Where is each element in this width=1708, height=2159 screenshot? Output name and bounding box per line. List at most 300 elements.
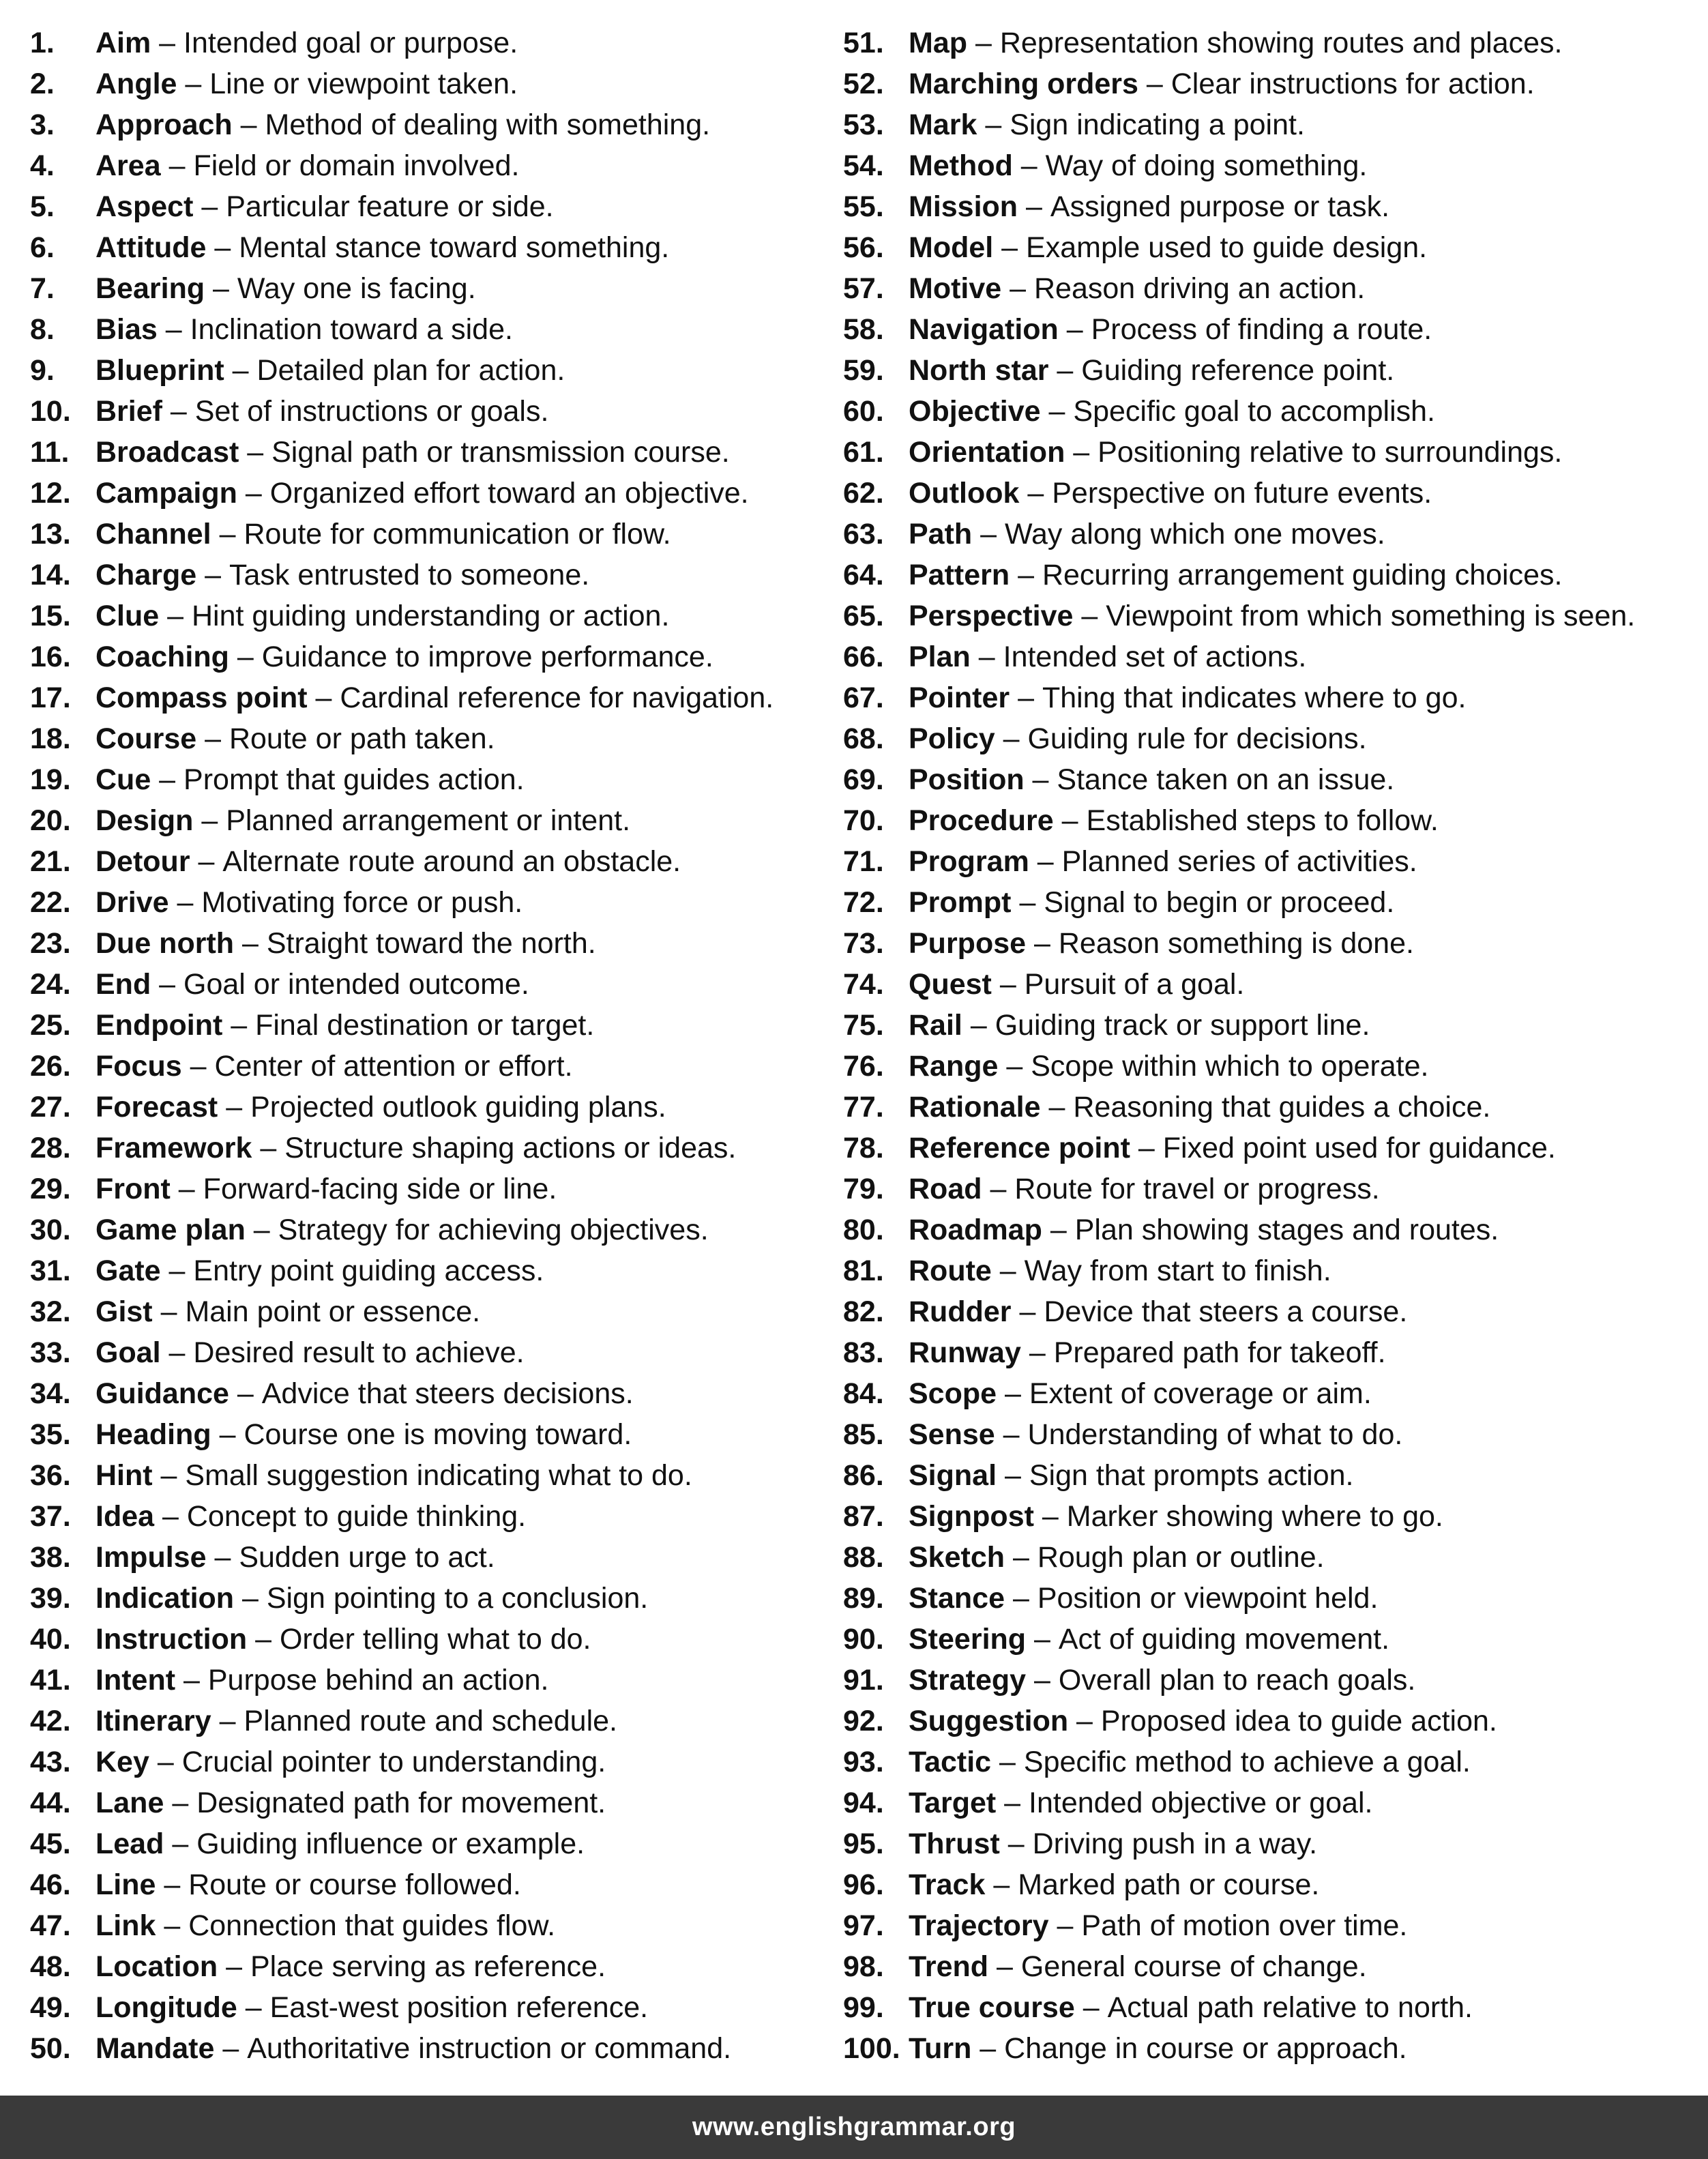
item-separator: – <box>193 804 226 837</box>
item-definition: Entry point guiding access. <box>193 1254 544 1287</box>
item-number: 94. <box>843 1787 884 1819</box>
list-item <box>843 229 1703 270</box>
item-separator: – <box>218 1091 251 1123</box>
item-term: Signpost <box>909 1500 1034 1533</box>
item-separator: – <box>206 1541 239 1574</box>
item-definition: Field or domain involved. <box>193 149 520 182</box>
item-term: Mandate <box>95 2032 215 2065</box>
item-term: Model <box>909 231 994 264</box>
item-definition: Specific method to achieve a goal. <box>1023 1746 1471 1778</box>
item-term: Compass point <box>95 681 308 714</box>
item-definition: Rough plan or outline. <box>1037 1541 1325 1574</box>
item-definition: Designated path for movement. <box>196 1787 606 1819</box>
item-definition: Intended set of actions. <box>1003 641 1307 673</box>
item-separator: – <box>1026 927 1059 960</box>
list-item <box>843 638 1703 679</box>
item-number: 47. <box>30 1909 71 1942</box>
item-separator: – <box>196 559 229 591</box>
item-separator: – <box>971 2032 1005 2065</box>
item-separator: – <box>1058 313 1091 346</box>
item-term: Stance <box>909 1582 1005 1615</box>
item-separator: – <box>985 1868 1018 1901</box>
item-number: 35. <box>30 1418 71 1451</box>
item-number: 8. <box>30 313 55 346</box>
item-separator: – <box>1053 804 1087 837</box>
list-item <box>30 598 835 638</box>
list-item <box>30 1457 835 1498</box>
list-item <box>843 1662 1703 1703</box>
item-term: Location <box>95 1950 218 1983</box>
item-definition: Path of motion over time. <box>1081 1909 1408 1942</box>
item-number: 30. <box>30 1214 71 1246</box>
item-separator: – <box>181 1050 215 1083</box>
item-number: 40. <box>30 1623 71 1656</box>
item-number: 34. <box>30 1377 71 1410</box>
item-separator: – <box>995 722 1028 755</box>
list-item <box>843 1621 1703 1662</box>
item-separator: – <box>193 190 226 223</box>
item-number: 48. <box>30 1950 71 1983</box>
item-definition: Purpose behind an action. <box>207 1664 549 1697</box>
list-item <box>843 1703 1703 1744</box>
item-definition: Overall plan to reach goals. <box>1058 1664 1416 1697</box>
item-term: Lead <box>95 1827 164 1860</box>
list-item <box>30 1621 835 1662</box>
list-item <box>843 1416 1703 1457</box>
item-definition: Mental stance toward something. <box>239 231 670 264</box>
list-item <box>30 761 835 802</box>
list-item <box>843 1457 1703 1498</box>
item-term: Coaching <box>95 641 229 673</box>
item-separator: – <box>222 1009 256 1042</box>
item-term: Clue <box>95 600 160 632</box>
item-number: 22. <box>30 886 71 919</box>
item-separator: – <box>991 1746 1024 1778</box>
item-separator: – <box>177 68 210 100</box>
list-item <box>30 1539 835 1580</box>
item-definition: General course of change. <box>1020 1950 1367 1983</box>
item-number: 72. <box>843 886 884 919</box>
item-separator: – <box>1010 681 1042 714</box>
item-term: Road <box>909 1173 982 1205</box>
item-term: Line <box>95 1868 156 1901</box>
item-definition: Set of instructions or goals. <box>194 395 549 428</box>
item-separator: – <box>1040 395 1074 428</box>
item-separator: – <box>991 968 1025 1001</box>
list-item <box>843 1785 1703 1825</box>
item-separator: – <box>1048 1909 1082 1942</box>
item-separator: – <box>229 1377 262 1410</box>
item-separator: – <box>157 313 190 346</box>
item-number: 50. <box>30 2032 71 2065</box>
item-separator: – <box>1005 1582 1037 1615</box>
list-item <box>843 1334 1703 1375</box>
list-item <box>30 1048 835 1089</box>
item-definition: Representation showing routes and places. <box>999 27 1563 59</box>
item-definition: Guidance to improve performance. <box>261 641 713 673</box>
item-term: Range <box>909 1050 999 1083</box>
item-separator: – <box>967 27 1000 59</box>
item-separator: – <box>164 1787 197 1819</box>
list-item <box>843 1539 1703 1580</box>
list-item <box>30 1662 835 1703</box>
item-definition: Motivating force or push. <box>201 886 523 919</box>
item-definition: Reasoning that guides a choice. <box>1073 1091 1491 1123</box>
item-term: Front <box>95 1173 171 1205</box>
list-item <box>30 1416 835 1457</box>
item-term: Goal <box>95 1336 161 1369</box>
list-item <box>30 884 835 925</box>
footer-url[interactable]: www.englishgrammar.org <box>692 2113 1016 2141</box>
item-definition: Guiding rule for decisions. <box>1027 722 1367 755</box>
item-number: 68. <box>843 722 884 755</box>
list-item <box>843 106 1703 147</box>
item-number: 61. <box>843 436 884 469</box>
list-item <box>843 1048 1703 1089</box>
item-separator: – <box>1068 1705 1101 1737</box>
item-number: 74. <box>843 968 884 1001</box>
item-definition: Reason something is done. <box>1058 927 1414 960</box>
item-definition: Final destination or target. <box>255 1009 595 1042</box>
item-definition: Straight toward the north. <box>266 927 596 960</box>
item-number: 55. <box>843 190 884 223</box>
item-number: 44. <box>30 1787 71 1819</box>
item-number: 100. <box>843 2032 900 2065</box>
list-item <box>30 638 835 679</box>
item-term: Method <box>909 149 1013 182</box>
item-definition: Goal or intended outcome. <box>183 968 529 1001</box>
item-term: Guidance <box>95 1377 229 1410</box>
list-item <box>843 1907 1703 1948</box>
item-term: Signal <box>909 1459 997 1492</box>
item-separator: – <box>214 2032 248 2065</box>
item-separator: – <box>211 518 244 550</box>
list-item <box>843 598 1703 638</box>
item-definition: Authoritative instruction or command. <box>247 2032 732 2065</box>
item-definition: Structure shaping actions or ideas. <box>284 1132 737 1164</box>
item-number: 92. <box>843 1705 884 1737</box>
item-number: 65. <box>843 600 884 632</box>
item-term: Trajectory <box>909 1909 1049 1942</box>
item-term: Path <box>909 518 973 550</box>
list-item <box>843 1989 1703 2030</box>
item-definition: Extent of coverage or aim. <box>1029 1377 1372 1410</box>
list-item <box>30 311 835 352</box>
item-term: Angle <box>95 68 177 100</box>
item-definition: Course one is moving toward. <box>244 1418 632 1451</box>
item-term: Steering <box>909 1623 1027 1656</box>
item-number: 20. <box>30 804 71 837</box>
item-definition: Projected outlook guiding plans. <box>250 1091 666 1123</box>
item-definition: Sudden urge to act. <box>239 1541 495 1574</box>
item-number: 83. <box>843 1336 884 1369</box>
list-item <box>843 434 1703 475</box>
item-number: 67. <box>843 681 884 714</box>
list-item <box>30 2030 835 2071</box>
item-number: 87. <box>843 1500 884 1533</box>
item-definition: Organized effort toward an objective. <box>269 477 749 510</box>
item-definition: Sign indicating a point. <box>1010 108 1305 141</box>
list-item <box>843 1293 1703 1334</box>
item-number: 59. <box>843 354 884 387</box>
list-item <box>843 1130 1703 1171</box>
item-number: 69. <box>843 763 884 796</box>
item-separator: – <box>1012 149 1046 182</box>
item-separator: – <box>160 149 194 182</box>
item-term: Idea <box>95 1500 155 1533</box>
item-term: Detour <box>95 845 190 878</box>
item-separator: – <box>237 477 270 510</box>
item-definition: Thing that indicates where to go. <box>1042 681 1467 714</box>
list-item <box>30 65 835 106</box>
item-term: Navigation <box>909 313 1059 346</box>
item-number: 7. <box>30 272 55 305</box>
item-term: Thrust <box>909 1827 1000 1860</box>
list-item <box>30 1785 835 1825</box>
item-term: North star <box>909 354 1049 387</box>
list-item <box>843 1171 1703 1211</box>
item-term: End <box>95 968 151 1001</box>
item-term: Plan <box>909 641 971 673</box>
item-number: 10. <box>30 395 71 428</box>
list-item <box>843 188 1703 229</box>
item-term: Outlook <box>909 477 1020 510</box>
item-separator: – <box>224 354 257 387</box>
item-number: 28. <box>30 1132 71 1164</box>
item-term: Broadcast <box>95 436 239 469</box>
item-separator: – <box>995 1418 1028 1451</box>
item-number: 6. <box>30 231 55 264</box>
list-item <box>30 106 835 147</box>
item-number: 12. <box>30 477 71 510</box>
item-definition: Route for communication or flow. <box>244 518 671 550</box>
list-item <box>30 147 835 188</box>
item-number: 97. <box>843 1909 884 1942</box>
item-separator: – <box>1065 436 1098 469</box>
item-term: Suggestion <box>909 1705 1069 1737</box>
item-term: Gate <box>95 1254 161 1287</box>
item-definition: Sign pointing to a conclusion. <box>266 1582 649 1615</box>
item-term: Objective <box>909 395 1041 428</box>
item-definition: Cardinal reference for navigation. <box>340 681 774 714</box>
item-definition: Planned series of activities. <box>1061 845 1417 878</box>
item-number: 88. <box>843 1541 884 1574</box>
item-separator: – <box>170 1173 203 1205</box>
item-number: 32. <box>30 1295 71 1328</box>
item-number: 96. <box>843 1868 884 1901</box>
item-definition: Connection that guides flow. <box>188 1909 556 1942</box>
item-number: 82. <box>843 1295 884 1328</box>
list-item <box>30 925 835 966</box>
item-separator: – <box>229 641 262 673</box>
item-definition: Guiding influence or example. <box>196 1827 585 1860</box>
item-term: Turn <box>909 2032 972 2065</box>
item-definition: Actual path relative to north. <box>1107 1991 1473 2024</box>
item-separator: – <box>245 1214 278 1246</box>
item-term: Trend <box>909 1950 989 1983</box>
item-term: Tactic <box>909 1746 992 1778</box>
item-number: 16. <box>30 641 71 673</box>
list-item <box>843 1007 1703 1048</box>
item-number: 85. <box>843 1418 884 1451</box>
item-definition: Reason driving an action. <box>1034 272 1366 305</box>
item-term: Game plan <box>95 1214 246 1246</box>
item-definition: Line or viewpoint taken. <box>209 68 518 100</box>
item-separator: – <box>1130 1132 1163 1164</box>
item-term: Pointer <box>909 681 1010 714</box>
item-term: Aspect <box>95 190 194 223</box>
list-item <box>843 557 1703 598</box>
item-number: 26. <box>30 1050 71 1083</box>
item-number: 42. <box>30 1705 71 1737</box>
item-term: Lane <box>95 1787 164 1819</box>
item-definition: Way of doing something. <box>1045 149 1368 182</box>
item-number: 23. <box>30 927 71 960</box>
item-term: Itinerary <box>95 1705 211 1737</box>
item-separator: – <box>247 1623 280 1656</box>
list-item <box>843 1825 1703 1866</box>
item-definition: Understanding of what to do. <box>1027 1418 1403 1451</box>
list-item <box>30 1948 835 1989</box>
item-separator: – <box>1033 1500 1067 1533</box>
list-item <box>30 1498 835 1539</box>
item-separator: – <box>1138 68 1171 100</box>
item-definition: Marked path or course. <box>1018 1868 1320 1901</box>
item-number: 77. <box>843 1091 884 1123</box>
item-definition: Recurring arrangement guiding choices. <box>1042 559 1563 591</box>
item-number: 29. <box>30 1173 71 1205</box>
item-number: 19. <box>30 763 71 796</box>
item-definition: Perspective on future events. <box>1052 477 1432 510</box>
list-item <box>30 1989 835 2030</box>
item-separator: – <box>982 1173 1015 1205</box>
item-separator: – <box>156 1868 189 1901</box>
item-number: 1. <box>30 27 55 59</box>
item-number: 90. <box>843 1623 884 1656</box>
item-definition: Proposed idea to guide action. <box>1100 1705 1497 1737</box>
list-item <box>843 966 1703 1007</box>
item-definition: Fixed point used for guidance. <box>1162 1132 1556 1164</box>
item-number: 78. <box>843 1132 884 1164</box>
item-separator: – <box>151 968 184 1001</box>
item-number: 64. <box>843 559 884 591</box>
item-term: Due north <box>95 927 235 960</box>
list-item <box>843 1498 1703 1539</box>
item-number: 49. <box>30 1991 71 2024</box>
item-separator: – <box>156 1909 189 1942</box>
item-term: Scope <box>909 1377 997 1410</box>
item-term: Design <box>95 804 194 837</box>
item-number: 54. <box>843 149 884 182</box>
item-definition: Concept to guide thinking. <box>186 1500 527 1533</box>
item-term: Course <box>95 722 197 755</box>
item-definition: Device that steers a course. <box>1044 1295 1408 1328</box>
item-term: Heading <box>95 1418 211 1451</box>
item-definition: Hint guiding understanding or action. <box>192 600 670 632</box>
item-separator: – <box>159 600 192 632</box>
item-separator: – <box>151 27 184 59</box>
item-definition: Driving push in a way. <box>1032 1827 1318 1860</box>
item-term: Brief <box>95 395 162 428</box>
list-item <box>843 393 1703 434</box>
item-term: Hint <box>95 1459 153 1492</box>
item-term: Prompt <box>909 886 1012 919</box>
item-definition: Forward-facing side or line. <box>203 1173 557 1205</box>
item-term: Target <box>909 1787 997 1819</box>
list-item <box>30 1334 835 1375</box>
item-term: Mission <box>909 190 1018 223</box>
item-number: 13. <box>30 518 71 550</box>
item-term: Instruction <box>95 1623 248 1656</box>
item-number: 56. <box>843 231 884 264</box>
item-definition: Planned route and schedule. <box>244 1705 617 1737</box>
item-number: 93. <box>843 1746 884 1778</box>
item-term: Reference point <box>909 1132 1130 1164</box>
item-separator: – <box>164 1827 197 1860</box>
list-item <box>30 229 835 270</box>
list-item <box>30 475 835 516</box>
list-item <box>843 147 1703 188</box>
list-item <box>30 434 835 475</box>
item-separator: – <box>154 1500 187 1533</box>
item-definition: Stance taken on an issue. <box>1057 763 1395 796</box>
item-number: 60. <box>843 395 884 428</box>
item-number: 9. <box>30 354 55 387</box>
item-separator: – <box>234 1582 267 1615</box>
item-term: Position <box>909 763 1025 796</box>
item-definition: Signal path or transmission course. <box>271 436 730 469</box>
item-term: Link <box>95 1909 156 1942</box>
item-separator: – <box>997 1459 1029 1492</box>
item-term: Procedure <box>909 804 1054 837</box>
item-term: Bias <box>95 313 158 346</box>
list-item <box>843 1580 1703 1621</box>
item-separator: – <box>996 1787 1029 1819</box>
item-term: Channel <box>95 518 211 550</box>
item-number: 79. <box>843 1173 884 1205</box>
item-separator: – <box>1026 1664 1059 1697</box>
item-term: Runway <box>909 1336 1021 1369</box>
item-term: Charge <box>95 559 197 591</box>
item-separator: – <box>1001 272 1034 305</box>
item-separator: – <box>962 1009 995 1042</box>
item-definition: Place serving as reference. <box>250 1950 606 1983</box>
list-item <box>30 1703 835 1744</box>
item-term: Attitude <box>95 231 207 264</box>
list-item <box>843 1089 1703 1130</box>
item-separator: – <box>190 845 223 878</box>
item-term: Purpose <box>909 927 1027 960</box>
list-item <box>843 761 1703 802</box>
item-term: Marching orders <box>909 68 1138 100</box>
item-number: 45. <box>30 1827 71 1860</box>
item-term: Bearing <box>95 272 205 305</box>
item-separator: – <box>239 436 272 469</box>
item-number: 21. <box>30 845 71 878</box>
item-number: 5. <box>30 190 55 223</box>
item-term: Approach <box>95 108 233 141</box>
item-number: 73. <box>843 927 884 960</box>
list-item <box>843 884 1703 925</box>
list-item <box>843 65 1703 106</box>
list-item <box>30 679 835 720</box>
item-separator: – <box>218 1950 250 1983</box>
item-definition: Route for travel or progress. <box>1014 1173 1380 1205</box>
item-term: Roadmap <box>909 1214 1042 1246</box>
item-separator: – <box>149 1746 182 1778</box>
list-item <box>843 1211 1703 1252</box>
list-item <box>843 1866 1703 1907</box>
